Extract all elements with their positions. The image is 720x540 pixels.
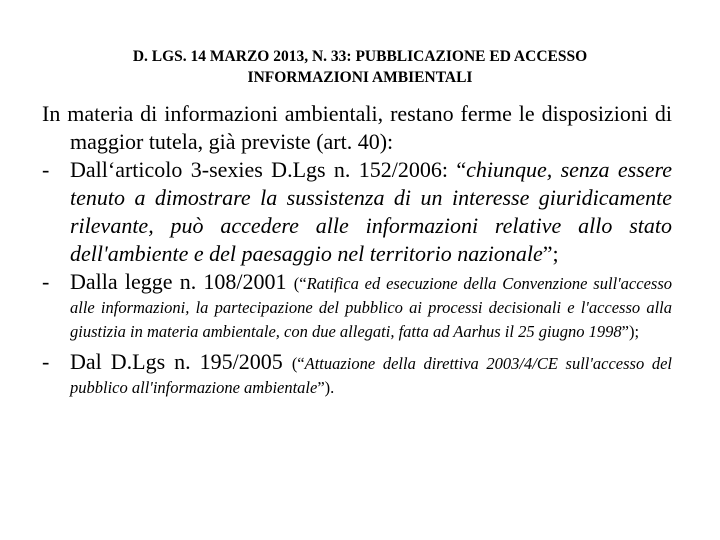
title-line-2: INFORMAZIONI AMBIENTALI: [247, 69, 473, 86]
page-title: [80, 46, 640, 88]
item-lead: Dall‘articolo 3-sexies D.Lgs n. 152/2006: “: [70, 157, 467, 182]
list-dash: -: [42, 157, 50, 182]
item-tail: ”);: [621, 322, 640, 341]
item-small-lead: (“: [291, 354, 305, 373]
list-item: [42, 348, 672, 400]
intro-paragraph: In materia di informazioni ambientali, restano ferme le disposizioni di maggior tutela, già previste (art. 40):: [42, 101, 672, 154]
item-lead: Dalla legge n. 108/2001: [70, 269, 294, 294]
item-quote: Ratifica ed esecuzione della Convenzione sull'accesso alle informazioni, la partecipazione del pubblico ai processi decisionali e l'accesso alla giustizia in materia ambientale, con due allegati, fatta ad Aarhus il 25 giugno 1998: [70, 274, 672, 341]
item-tail: ”).: [317, 378, 335, 397]
list-item: [42, 156, 672, 268]
title-line-1: D. LGS. 14 MARZO 2013, N. 33: PUBBLICAZIONE ED ACCESSO: [132, 48, 588, 65]
list-item: [42, 268, 672, 344]
list-dash: -: [42, 349, 50, 374]
item-quote: chiunque, senza essere tenuto a dimostrare la sussistenza di un interesse giuridicamente rilevante, può accedere alle informazioni relative allo stato dell'ambiente e del paesaggio nel territorio nazionale: [70, 157, 672, 266]
item-quote: Attuazione della direttiva 2003/4/CE sull'accesso del pubblico all'informazione ambientale: [70, 354, 673, 397]
item-small-lead: (“: [293, 274, 307, 293]
item-lead: Dal D.Lgs n. 195/2005: [70, 349, 292, 374]
item-tail: ”;: [542, 241, 559, 266]
list-dash: -: [42, 269, 50, 294]
body-text: [42, 100, 672, 400]
